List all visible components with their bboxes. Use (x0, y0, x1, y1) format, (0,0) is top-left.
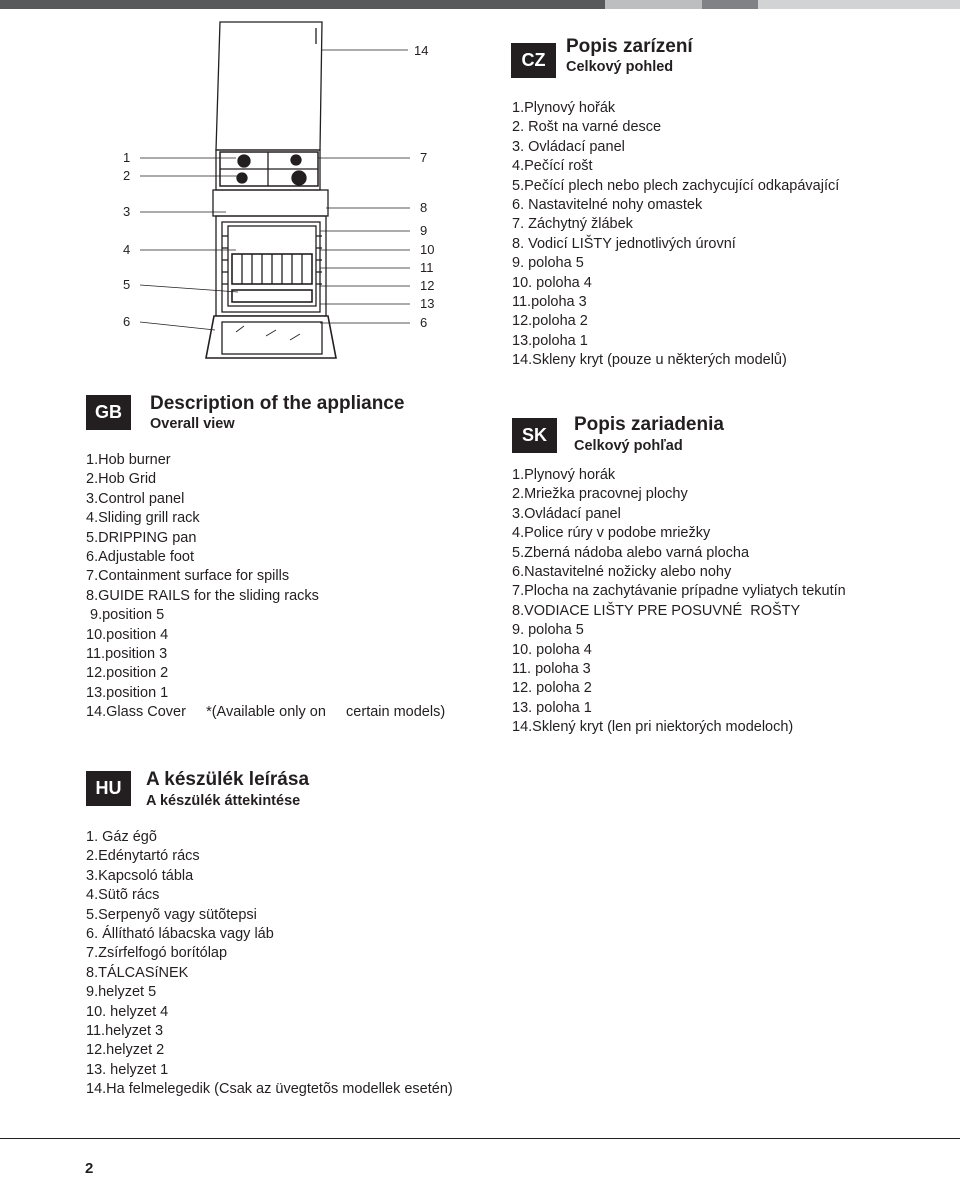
callout-7: 7 (420, 150, 428, 165)
list-item: 13. poloha 1 (512, 699, 592, 716)
list-item: 9. poloha 5 (512, 622, 584, 639)
callout-11: 11 (420, 260, 434, 275)
callout-9: 9 (420, 223, 428, 238)
list-item: 9.helyzet 5 (86, 984, 157, 1001)
list-item: 8.TÁLCASíNEK (86, 964, 189, 981)
list-item: 12.helyzet 2 (86, 1042, 165, 1059)
list-item: 13.position 1 (86, 684, 169, 701)
callout-4: 4 (123, 242, 131, 257)
list-item: 10. helyzet 4 (86, 1003, 169, 1020)
list-item: 10.position 4 (86, 626, 169, 643)
list-item: 4.Sliding grill rack (86, 510, 200, 527)
list-item: 12.position 2 (86, 665, 169, 682)
burner (238, 155, 250, 167)
list-item: 11. poloha 3 (512, 660, 591, 677)
list-item: 6. Állítható lábacska vagy láb (86, 925, 274, 942)
list-item: 14.Skleny kryt (pouze u některých modelů) (512, 352, 787, 369)
list-item: 4.Sütõ rács (86, 887, 160, 904)
list-item: 2.Hob Grid (86, 471, 157, 488)
list-item: 5.Pečící plech nebo plech zachycující odkapávající (512, 177, 840, 194)
callout-5: 5 (123, 277, 131, 292)
list-item: 5.Zberná nádoba alebo varná plocha (512, 544, 750, 561)
list-item: 11.helyzet 3 (86, 1022, 164, 1039)
list-item: 1.Hob burner (86, 452, 171, 468)
callout-3: 3 (123, 204, 131, 219)
list-item: 13.poloha 1 (512, 332, 588, 349)
hu-title: A készülék leírása (146, 769, 310, 790)
list-item: 5.Serpenyõ vagy sütõtepsi (86, 906, 257, 923)
gb-badge: GB (86, 395, 131, 430)
list-item: 7.Zsírfelfogó borítólap (86, 945, 228, 962)
page-number: 2 (85, 1160, 94, 1177)
dripping-pan (232, 290, 312, 302)
callout-10: 10 (420, 242, 435, 257)
list-item: 14.Sklený kryt (len pri niektorých modeloch) (512, 719, 794, 736)
gb-subtitle: Overall view (150, 416, 235, 432)
list-item: 8. Vodicí LIŠTY jednotlivých úrovní (512, 235, 736, 252)
cz-badge: CZ (511, 43, 556, 78)
gb-title: Description of the appliance (150, 393, 405, 414)
list-item: 6.Adjustable foot (86, 548, 195, 565)
sk-subtitle: Celkový pohľad (574, 438, 683, 454)
list-item: 4.Police rúry v podobe mriežky (512, 525, 711, 542)
callout-12: 12 (420, 278, 435, 293)
sk-badge: SK (512, 418, 557, 453)
callout-14: 14 (414, 43, 429, 58)
burner (292, 171, 306, 185)
list-item: 10. poloha 4 (512, 641, 592, 658)
list-item: 1.Plynový hořák (512, 100, 616, 116)
callout-2: 2 (123, 168, 131, 183)
list-item: 14.Glass Cover *(Available only on certain models) (86, 704, 446, 721)
list-item: 1.Plynový horák (512, 467, 616, 483)
footer-divider (0, 1138, 960, 1139)
list-item: 7. Záchytný žlábek (512, 216, 633, 233)
list-item: 9.position 5 (86, 607, 165, 624)
sk-title: Popis zariadenia (574, 414, 724, 435)
callout-6-right: 6 (420, 315, 428, 330)
list-item: 8.VODIACE LIŠTY PRE POSUVNÉ ROŠTY (512, 602, 801, 619)
cz-subtitle: Celkový pohled (566, 59, 674, 75)
hu-parts-list (86, 828, 453, 1099)
list-item: 11.position 3 (86, 645, 168, 662)
list-item: 7.Containment surface for spills (86, 568, 290, 585)
callout-13: 13 (420, 296, 435, 311)
list-item: 10. poloha 4 (512, 274, 592, 291)
list-item: 2. Rošt na varné desce (512, 119, 662, 136)
list-item: 7.Plocha na zachytávanie prípadne vyliatych tekutín (512, 583, 846, 600)
list-item: 2.Edénytartó rács (86, 848, 200, 865)
burner (291, 155, 301, 165)
list-item: 11.poloha 3 (512, 293, 587, 310)
cz-parts-list (512, 99, 839, 370)
glass-cover (216, 22, 322, 150)
list-item: 3.Ovládací panel (512, 505, 621, 522)
list-item: 14.Ha felmelegedik (Csak az üvegtetõs modellek esetén) (86, 1081, 453, 1098)
list-item: 3. Ovládací panel (512, 138, 625, 155)
gb-parts-list (86, 451, 445, 722)
list-item: 12.poloha 2 (512, 313, 588, 330)
oven-cavity (222, 222, 320, 312)
control-panel (213, 190, 328, 216)
list-item: 5.DRIPPING pan (86, 529, 197, 546)
list-item: 4.Pečící rošt (512, 158, 593, 175)
list-item: 2.Mriežka pracovnej plochy (512, 486, 688, 503)
hu-subtitle: A készülék áttekintése (146, 793, 301, 809)
list-item: 6. Nastavitelné nohy omastek (512, 196, 703, 213)
callout-8: 8 (420, 200, 428, 215)
list-item: 1. Gáz égõ (86, 829, 157, 845)
cz-title: Popis zarízení (566, 36, 693, 57)
list-item: 13. helyzet 1 (86, 1061, 169, 1078)
hu-badge: HU (86, 771, 131, 806)
list-item: 3.Control panel (86, 490, 185, 507)
sk-parts-list (512, 466, 846, 737)
burner (237, 173, 247, 183)
list-item: 8.GUIDE RAILS for the sliding racks (86, 587, 319, 604)
list-item: 12. poloha 2 (512, 680, 592, 697)
list-item: 6.Nastavitelné nožicky alebo nohy (512, 563, 732, 580)
list-item: 9. poloha 5 (512, 255, 584, 272)
callout-6: 6 (123, 314, 131, 329)
list-item: 3.Kapcsoló tábla (86, 867, 194, 884)
callout-1: 1 (123, 150, 131, 165)
